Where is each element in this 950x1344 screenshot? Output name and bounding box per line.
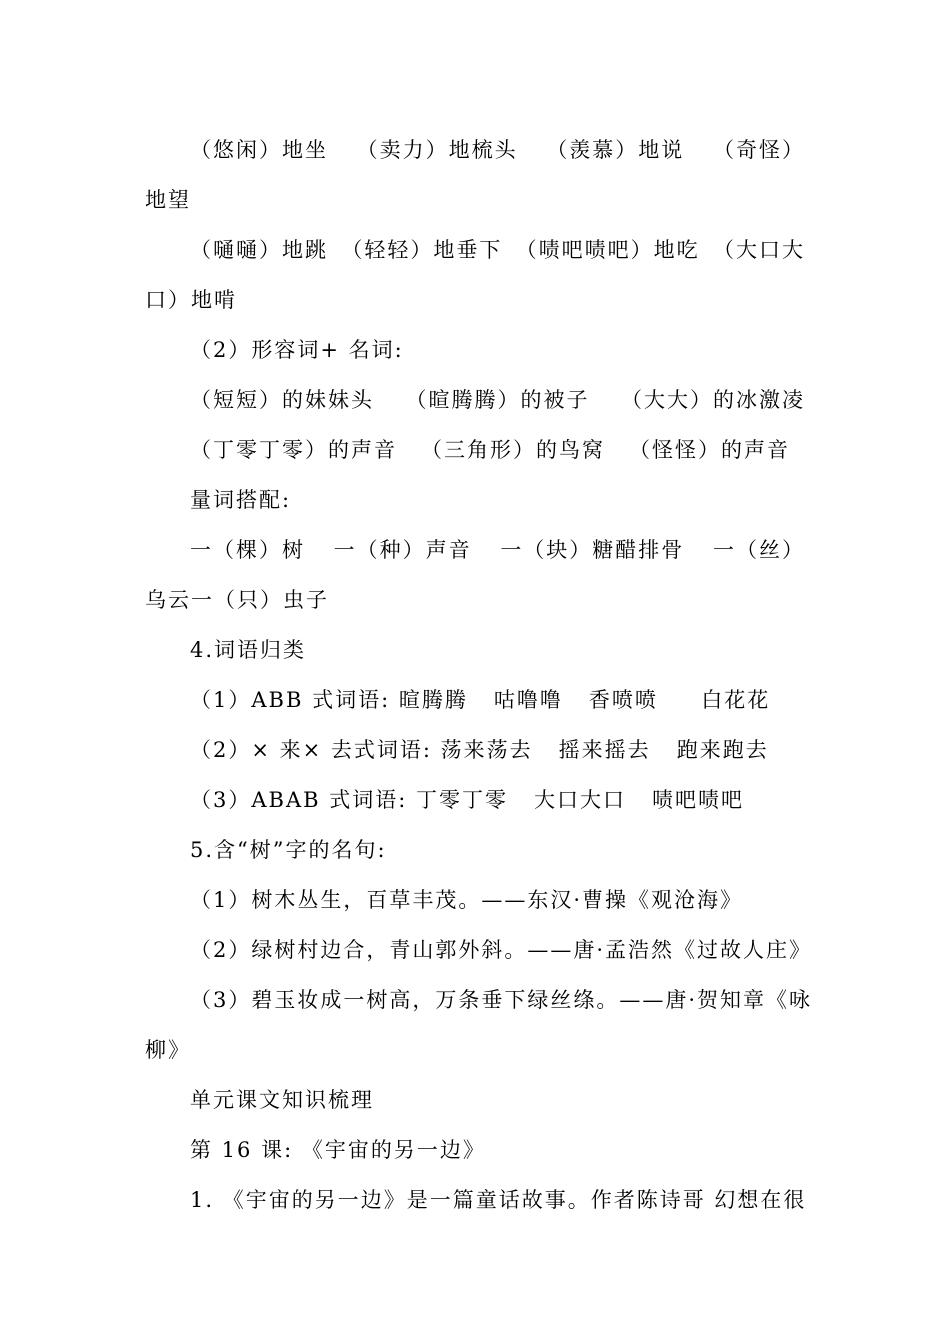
phrase: （大大）的冰激凌 [621,388,805,412]
adverb-row-2 [190,235,805,265]
adverb-row-2-continued: 口）地啃 [145,288,237,312]
phrase: （丁零丁零）的声音 [190,438,397,462]
adverb-row-1-continued: 地望 [145,188,191,212]
paragraph-1: 1. 《宇宙的另一边》是一篇童话故事。作者陈诗哥 幻想在很 [190,1188,807,1212]
classify-heading: 4.词语归类 [190,638,307,662]
phrase: （暄腾腾）的被子 [405,388,590,412]
adj-noun-row-1 [190,385,805,415]
phrase: （啧吧啧吧）地吃 [515,238,700,262]
phrase: （怪怪）的声音 [629,438,790,462]
quote-item-3: （3）碧玉妆成一树高，万条垂下绿丝绦。——唐·贺知章《咏 [190,988,813,1012]
phrase: （羡慕）地说 [546,138,685,162]
phrase: （卖力）地梳头 [356,138,518,162]
adj-noun-row-2 [190,435,790,465]
unit-heading: 单元课文知识梳理 [190,1088,374,1112]
phrase: （大口大 [712,238,805,262]
measure-row-1-continued: 乌云一（只）虫子 [145,588,329,612]
quotes-heading: 5.含“树”字的名句: [190,838,387,862]
lesson-title: 第 16 课: 《宇宙的另一边》 [190,1138,486,1162]
classify-item-2: （2）× 来× 去式词语: 荡来荡去 摇来摇去 跑来跑去 [190,738,769,762]
phrase: （轻轻）地垂下 [341,238,503,262]
measure-heading: 量词搭配: [190,488,292,512]
phrase: 一（棵）树 [190,538,305,562]
classify-item-3: （3）ABAB 式词语: 丁零丁零 大口大口 啧吧啧吧 [190,788,745,812]
phrase: （短短）的妹妹头 [190,388,374,412]
adverb-row-1 [190,135,805,165]
phrase: （三角形）的鸟窝 [421,438,605,462]
measure-row-1 [190,535,805,565]
classify-item-1: （1）ABB 式词语: 暄腾腾 咕噜噜 香喷喷 白花花 [190,688,771,712]
phrase: （悠闲）地坐 [190,138,328,162]
phrase: （嗵嗵）地跳 [190,238,328,262]
phrase: （奇怪） [712,138,805,162]
phrase: 一（块）糖醋排骨 [500,538,685,562]
quote-item-1: （1）树木丛生，百草丰茂。——东汉·曹操《观沧海》 [190,888,744,912]
phrase: 一（丝） [712,538,805,562]
phrase: 一（种）声音 [333,538,472,562]
adj-noun-heading: （2）形容词+ 名词: [190,338,404,362]
quote-item-3-continued: 柳》 [145,1038,191,1062]
quote-item-2: （2）绿树村边合，青山郭外斜。——唐·孟浩然《过故人庄》 [190,938,813,962]
